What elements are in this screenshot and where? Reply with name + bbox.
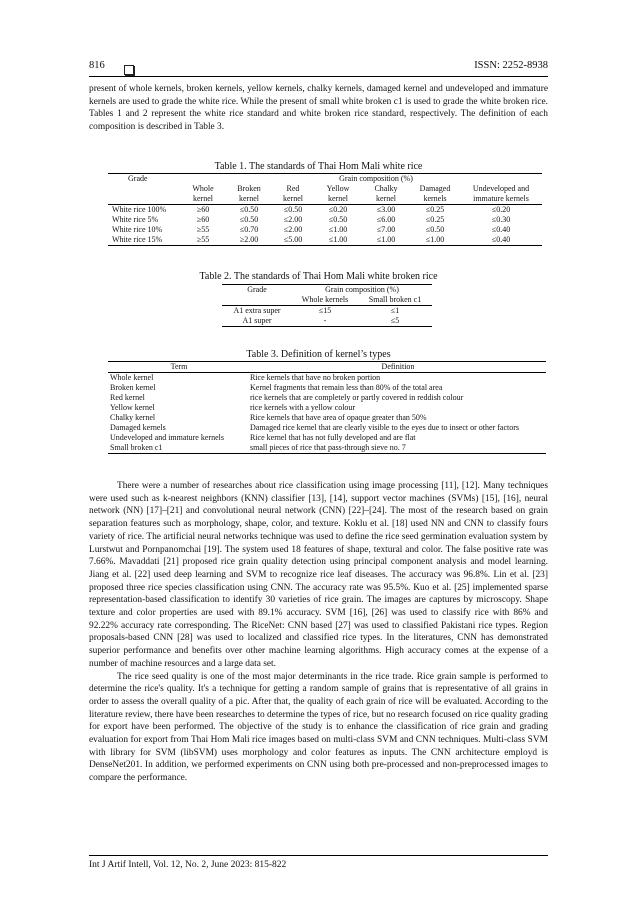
table1-cell: ≥55: [196, 235, 210, 244]
table1-cell: ≤6.00: [376, 215, 396, 224]
table-row: [222, 316, 432, 327]
body-text: [89, 480, 548, 785]
table3-term: Yellow kernel: [110, 403, 155, 412]
table1-group-header: Grain composition (%): [339, 174, 413, 183]
table2-grade-header: Grade: [247, 285, 267, 294]
body-paragraph-2: The rice seed quality is one of the most major determinants in the rice trade. Rice grain sample is performed to determine the rice's quality. It's a technique for getting a random sample of grains that is representative of all grains in order to assess the overall quality of a pic. After that, the quality of each grain of rice will be evaluated. According to the literature review, there have been researches to determine the types of rice, but no research focused on rice quality grading for export have been performed. The objective of the study is to enhance the classification of rice grain and grading evaluation for export from Thai Hom Mali rice images based on multi-class SVM and CNN techniques. Multi-class SVM with library for SVM (libSVM) uses morphology and color features as inputs. The CNN architecture employd is DenseNet201. In addition, we performed experiments on CNN using both pre-processed and non-preprocessed images to compare the performance.: [89, 671, 548, 784]
table1-cell: ≥2.00: [239, 235, 259, 244]
table1-col-header: kernel: [283, 194, 303, 203]
table1-grade: White rice 15%: [112, 235, 163, 244]
table1-cell: ≤5.00: [283, 235, 303, 244]
table3-definition: small pieces of rice that pass-through sieve no. 7: [250, 443, 406, 452]
table1-col-header: Whole: [192, 184, 214, 193]
table1-cell: ≤0.40: [491, 235, 511, 244]
issn: ISSN: 2252-8938: [474, 60, 548, 71]
table3-definition: Rice kernels that have no broken portion: [250, 373, 381, 382]
table3-definition-header: Definition: [381, 362, 415, 371]
table2-col-header: Small broken c1: [368, 295, 422, 304]
table3-term-header: Term: [170, 362, 188, 371]
table1-col-header: kernel: [193, 194, 213, 203]
table1-cell: ≤0.20: [328, 205, 348, 214]
intro-text: present of whole kernels, broken kernels, yellow kernels, chalky kernels, damaged kernel and undeveloped and immature kernels are used to grade the white rice. While the present of small white broken c1 is used to grade the white broken rice. Tables 1 and 2 represent the white rice standard and white broken rice standard, respectively. The definition of each composition is described in Table 3.: [89, 84, 548, 133]
table-row: [108, 403, 546, 413]
table1-cell: ≤1.00: [328, 225, 348, 234]
table1-col-header: Undeveloped and: [472, 184, 530, 193]
table1-col-header: kernel: [328, 194, 348, 203]
table1-cell: ≤2.00: [283, 215, 303, 224]
intro-paragraph: [89, 83, 548, 134]
table1-col-header: Yellow: [326, 184, 350, 193]
header-rule: [89, 76, 548, 77]
footer-rule: [89, 855, 548, 856]
table1-col-header: kernel: [239, 194, 259, 203]
page-number: 816: [89, 60, 105, 71]
table2-col-header: Whole kernels: [301, 295, 349, 304]
body-paragraph-1: There were a number of researches about rice classification using image processing [11], [12]. Many techniques were used such as k-nearest neighbors (KNN) classifier [13], [14], support vector machines (SVMs) [15], [16], neural network (NN) [17]–[21] and convolutional neural network (CNN) [22]–[24]. The most of the research based on grain separation features such as morphology, shape, color, and texture. Koklu et al. [18] used NN and CNN to classify fours variety of rice. The artificial neural networks technique was used to define the rice seed germination evaluation system by Lurstwut and Pornpanomchai [19]. The system used 18 features of shape, textural and color. The false positive rate was 7.66%. Mavaddati [21] proposed rice grain quality detection using principal component analysis and model learning. Jiang et al. [22] used deep learning and SVM to recognize rice leaf diseases. The accuracy was 96.8%. Lin et al. [23] proposed three rice species classification using CNN. The accuracy rate was 95.5%. Kuo et al. [25] implemented sparse representation-based classification to identify 30 varieties of rice grain. The images are captures by microscopy. Shape texture and color properties are used with 89.1% accuracy. SVM [16], [26] was used to classify rice with 86% and 92.22% accuracy rate corresponding. The RiceNet: CNN based [27] was used to classified Pakistani rice types. Region proposals-based CNN [28] was used to localized and classified rice types. In the literatures, CNN has demonstrated superior performance and benefits over other machine learning algorithms. High accuracy comes at the expense of a number of machine resources and a large data set.: [89, 481, 548, 669]
table1-cell: ≤3.00: [376, 205, 396, 214]
table1-cell: ≤7.00: [376, 225, 396, 234]
table-row: [108, 423, 546, 433]
table1-cell: ≤1.00: [425, 235, 445, 244]
table1-cell: ≤0.20: [491, 205, 511, 214]
table1-col-header: Red: [286, 184, 300, 193]
table1-grade-header: Grade: [128, 174, 148, 183]
table1-col-header: immature kernels: [473, 194, 529, 203]
table2: [222, 284, 432, 327]
table2-cell: ≤15: [318, 306, 332, 315]
table1-cell: ≤0.50: [239, 215, 259, 224]
table3-term: Broken kernel: [110, 383, 156, 392]
table-row: [108, 443, 546, 454]
table3-term: Undeveloped and immature kernels: [110, 433, 224, 442]
table2-cell: ≤5: [390, 316, 400, 325]
table1-col-header: Chalky: [374, 184, 398, 193]
table-row: [108, 383, 546, 393]
table3-term: Red kernel: [110, 393, 145, 402]
table1-cell: ≤2.00: [283, 225, 303, 234]
table3-caption: Table 3. Definition of kernel’s types: [246, 349, 391, 360]
table3-definition: Damaged rice kernel that are clearly visible to the eyes due to insect or other factors: [250, 423, 519, 432]
table-row: [108, 225, 542, 235]
table2-cell: ≤1: [390, 306, 400, 315]
table1-cell: ≤0.30: [491, 215, 511, 224]
table-row: [108, 205, 542, 216]
table3-definition: Kernel fragments that remain less than 80% of the total area: [250, 383, 443, 392]
table1-col-header: kernels: [423, 194, 447, 203]
table1-cell: ≤0.40: [491, 225, 511, 234]
table1-cell: ≥55: [196, 225, 210, 234]
table3-term: Damaged kernels: [110, 423, 166, 432]
table1-col-header: Damaged: [419, 184, 451, 193]
table-row: [108, 393, 546, 403]
table1-grade: White rice 100%: [112, 205, 167, 214]
table-row: [108, 235, 542, 246]
table1-cell: ≤0.25: [425, 215, 445, 224]
table1-cell: ≤1.00: [328, 235, 348, 244]
table3: [108, 361, 546, 454]
table1-col-header: Broken: [237, 184, 261, 193]
table2-caption: Table 2. The standards of Thai Hom Mali white broken rice: [199, 271, 438, 282]
table1-grade: White rice 5%: [112, 215, 159, 224]
table1-cell: ≤0.50: [328, 215, 348, 224]
table3-definition: rice kernels that are completely or partly covered in reddish colour: [250, 393, 464, 402]
table2-grade: A1 super: [242, 316, 272, 325]
table2-group-header: Grain composition (%): [325, 285, 399, 294]
table1-cell: ≤0.50: [283, 205, 303, 214]
table1-cell: ≤0.50: [425, 225, 445, 234]
table3-definition: Rice kernel that has not fully developed and are flat: [250, 433, 416, 442]
table1: [108, 173, 542, 246]
table1-cell: ≥60: [196, 215, 210, 224]
table3-term: Small broken c1: [110, 443, 163, 452]
table3-term: Whole kernel: [110, 373, 154, 382]
table-row: [108, 215, 542, 225]
table1-cell: ≤0.25: [425, 205, 445, 214]
table1-caption: Table 1. The standards of Thai Hom Mali white rice: [214, 161, 423, 172]
table-row: [222, 306, 432, 317]
table1-grade: White rice 10%: [112, 225, 163, 234]
footer-citation: Int J Artif Intell, Vol. 12, No. 2, June 2023: 815-822: [89, 860, 287, 870]
table1-cell: ≤0.70: [239, 225, 259, 234]
table2-cell: -: [323, 316, 327, 325]
table-row: [108, 433, 546, 443]
table-row: [108, 373, 546, 384]
table3-term: Chalky kernel: [110, 413, 156, 422]
table3-definition: rice kernels with a yellow colour: [250, 403, 356, 412]
table1-cell: ≤0.50: [239, 205, 259, 214]
table-row: [108, 413, 546, 423]
table1-cell: ≤1.00: [376, 235, 396, 244]
table2-grade: A1 extra super: [233, 306, 281, 315]
table3-definition: Rice kernels that have area of opaque greater than 50%: [250, 413, 427, 422]
table1-cell: ≥60: [196, 205, 210, 214]
table1-col-header: kernel: [376, 194, 396, 203]
